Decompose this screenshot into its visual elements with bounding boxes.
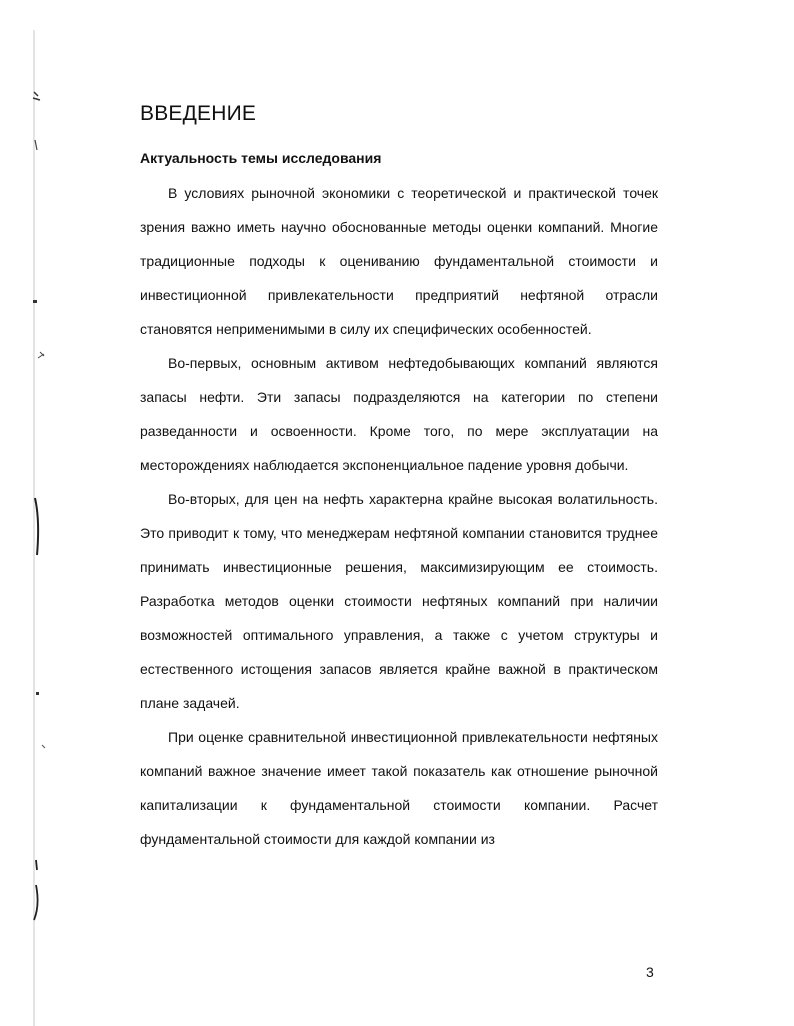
- paragraph-3: Во-вторых, для цен на нефть характерна крайне высокая волатильность. Это приводит к тому, что менеджерам нефтяной компании становится труднее принимать инвестиционные решения, максимизирующим ее стоимость. Разработка методов оценки стоимости нефтяных компаний при наличии возможностей оптимального управления, а также с учетом структуры и естественного истощения запасов является крайне важной в практическом плане задачей.: [140, 491, 658, 711]
- paragraph-4: При оценке сравнительной инвестиционной привлекательности нефтяных компаний важное значение имеет такой показатель как отношение рыночной капитализации к фундаментальной стоимости компании. Расчет фундаментальной стоимости для каждой компании из: [140, 729, 658, 847]
- paragraph-1: В условиях рыночной экономики с теоретической и практической точек зрения важно иметь научно обоснованные методы оценки компаний. Многие традиционные подходы к оцениванию фундаментальной стоимости и инвестиционной привлекательности предприятий нефтяной отрасли становятся неприменимыми в силу их специфических особенностей.: [140, 185, 658, 337]
- paragraph-2: Во-первых, основным активом нефтедобывающих компаний являются запасы нефти. Эти запасы подразделяются на категории по степени разведанности и освоенности. Кроме того, по мере эксплуатации на месторождениях наблюдается экспоненциальное падение уровня добычи.: [140, 355, 658, 473]
- page-title: ВВЕДЕНИЕ: [140, 102, 257, 125]
- body-text: [140, 176, 658, 856]
- scan-edge-artifacts: [0, 0, 60, 1026]
- section-subtitle: Актуальность темы исследования: [140, 150, 382, 166]
- page-number: 3: [646, 964, 654, 980]
